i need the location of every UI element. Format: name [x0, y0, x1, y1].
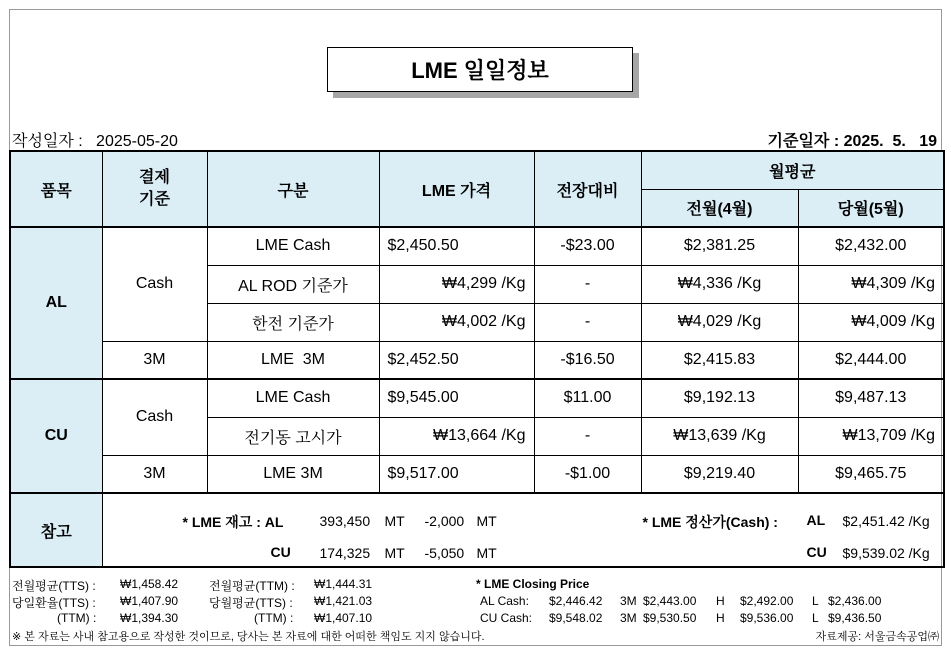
- change-cell: -: [534, 303, 641, 341]
- closing-price-title: * LME Closing Price: [476, 577, 590, 591]
- settle-cell: 3M: [102, 341, 207, 379]
- footer-curr-tts-value: ₩1,421.03: [314, 594, 373, 608]
- al-low-label: L: [812, 594, 819, 608]
- header-type: 구분: [207, 151, 379, 227]
- item-al: AL: [10, 227, 102, 379]
- table-row: [10, 341, 944, 379]
- cu-stock: 174,325: [319, 545, 371, 561]
- settle-cu-price: $9,539.02 /Kg: [842, 545, 930, 561]
- table-row: [10, 455, 944, 493]
- footer-prev-ttm-value: ₩1,444.31: [314, 577, 373, 591]
- header-change: 전장대비: [534, 151, 641, 227]
- header-settle: 결제 기준: [102, 151, 207, 227]
- written-date: 작성일자 : 2025-05-20: [12, 133, 178, 150]
- al-stock-change: -2,000: [424, 513, 465, 529]
- data-source: 자료제공: 서울금속공업㈜: [815, 631, 939, 643]
- header-price: LME 가격: [379, 151, 534, 227]
- settle-cell: Cash: [102, 227, 207, 341]
- footer-prev-ttm-label: 전월평균(TTM) :: [209, 579, 295, 593]
- curr-month-cell: $9,487.13: [798, 379, 944, 417]
- cu-low-value: $9,436.50: [828, 611, 882, 625]
- footer-prev-tts-value: ₩1,458.42: [120, 577, 179, 591]
- cu-cash-value: $9,548.02: [549, 611, 603, 625]
- item-cu: CU: [10, 379, 102, 493]
- change-cell: -: [534, 265, 641, 303]
- curr-month-cell: ₩13,709 /Kg: [798, 417, 944, 455]
- settle-cell: 3M: [102, 455, 207, 493]
- type-cell: LME Cash: [207, 227, 379, 265]
- al-stock: 393,450: [319, 513, 371, 529]
- footer-today-ttm-value: ₩1,394.30: [120, 611, 179, 625]
- prev-month-cell: $2,415.83: [641, 341, 798, 379]
- cu-stock-label: CU: [270, 544, 291, 560]
- footer-curr-tts-label: 당월평균(TTS) :: [209, 596, 293, 610]
- price-cell: $2,452.50: [379, 341, 534, 379]
- al-stock-unit: MT: [384, 513, 405, 529]
- header-monthly: 월평균: [641, 151, 944, 189]
- al-3m-label: 3M: [620, 594, 637, 608]
- prev-month-cell: $9,219.40: [641, 455, 798, 493]
- change-cell: -$1.00: [534, 455, 641, 493]
- table-row: [10, 379, 944, 417]
- curr-month-cell: $9,465.75: [798, 455, 944, 493]
- price-cell: $9,545.00: [379, 379, 534, 417]
- cu-stock-unit: MT: [384, 545, 405, 561]
- type-cell: 전기동 고시가: [207, 417, 379, 455]
- disclaimer: ※ 본 자료는 사내 참고용으로 작성한 것이므로, 당사는 본 자료에 대한 어떠한 책임도 지지 않습니다.: [12, 631, 485, 643]
- prev-month-cell: $2,381.25: [641, 227, 798, 265]
- footer-today-ttm-label: (TTM) :: [57, 611, 97, 625]
- reference-row: [10, 493, 944, 567]
- change-cell: $11.00: [534, 379, 641, 417]
- price-cell: ₩4,299 /Kg: [379, 265, 534, 303]
- price-cell: ₩4,002 /Kg: [379, 303, 534, 341]
- cu-3m-label: 3M: [620, 611, 637, 625]
- al-low-value: $2,436.00: [828, 594, 882, 608]
- footer-curr-ttm-label: (TTM) :: [254, 611, 294, 625]
- change-cell: -: [534, 417, 641, 455]
- change-cell: -$16.50: [534, 341, 641, 379]
- price-cell: ₩13,664 /Kg: [379, 417, 534, 455]
- footer-today-tts-value: ₩1,407.90: [120, 594, 179, 608]
- cu-cash-label: CU Cash:: [480, 611, 533, 625]
- type-cell: AL ROD 기준가: [207, 265, 379, 303]
- reference-content: [102, 493, 944, 567]
- cu-high-value: $9,536.00: [740, 611, 794, 625]
- price-cell: $2,450.50: [379, 227, 534, 265]
- curr-month-cell: $2,444.00: [798, 341, 944, 379]
- al-high-value: $2,492.00: [740, 594, 794, 608]
- header-item: 품목: [10, 151, 102, 227]
- settle-cell: Cash: [102, 379, 207, 455]
- prev-month-cell: ₩13,639 /Kg: [641, 417, 798, 455]
- table-row: [10, 227, 944, 265]
- settle-cu-label: CU: [806, 544, 827, 560]
- settle-al-label: AL: [806, 512, 826, 528]
- stock-label: * LME 재고 : AL: [182, 514, 284, 530]
- price-cell: $9,517.00: [379, 455, 534, 493]
- curr-month-cell: $2,432.00: [798, 227, 944, 265]
- curr-month-cell: ₩4,009 /Kg: [798, 303, 944, 341]
- cu-stock-change: -5,050: [424, 545, 465, 561]
- cu-stock-change-unit: MT: [476, 545, 497, 561]
- reference-label: 참고: [10, 493, 102, 567]
- price-table: [9, 150, 945, 568]
- al-cash-label: AL Cash:: [480, 594, 529, 608]
- prev-month-cell: ₩4,029 /Kg: [641, 303, 798, 341]
- base-date: 기준일자 : 2025. 5. 19: [767, 133, 937, 150]
- footer-today-tts-label: 당일환율(TTS) :: [12, 596, 96, 610]
- footer-prev-tts-label: 전월평균(TTS) :: [12, 579, 96, 593]
- cu-high-label: H: [716, 611, 725, 625]
- prev-month-cell: ₩4,336 /Kg: [641, 265, 798, 303]
- header-prev-month: 전월(4월): [641, 189, 798, 227]
- settle-price-label: * LME 정산가(Cash) :: [642, 514, 778, 530]
- al-stock-change-unit: MT: [476, 513, 497, 529]
- al-3m-value: $2,443.00: [643, 594, 697, 608]
- cu-low-label: L: [812, 611, 819, 625]
- header-curr-month: 당월(5월): [798, 189, 944, 227]
- al-high-label: H: [716, 594, 725, 608]
- type-cell: 한전 기준가: [207, 303, 379, 341]
- footer-curr-ttm-value: ₩1,407.10: [314, 611, 373, 625]
- curr-month-cell: ₩4,309 /Kg: [798, 265, 944, 303]
- change-cell: -$23.00: [534, 227, 641, 265]
- cu-3m-value: $9,530.50: [643, 611, 697, 625]
- al-cash-value: $2,446.42: [549, 594, 603, 608]
- type-cell: LME 3M: [207, 341, 379, 379]
- settle-al-price: $2,451.42 /Kg: [842, 513, 930, 529]
- page-title: LME 일일정보: [327, 47, 633, 92]
- type-cell: LME 3M: [207, 455, 379, 493]
- prev-month-cell: $9,192.13: [641, 379, 798, 417]
- type-cell: LME Cash: [207, 379, 379, 417]
